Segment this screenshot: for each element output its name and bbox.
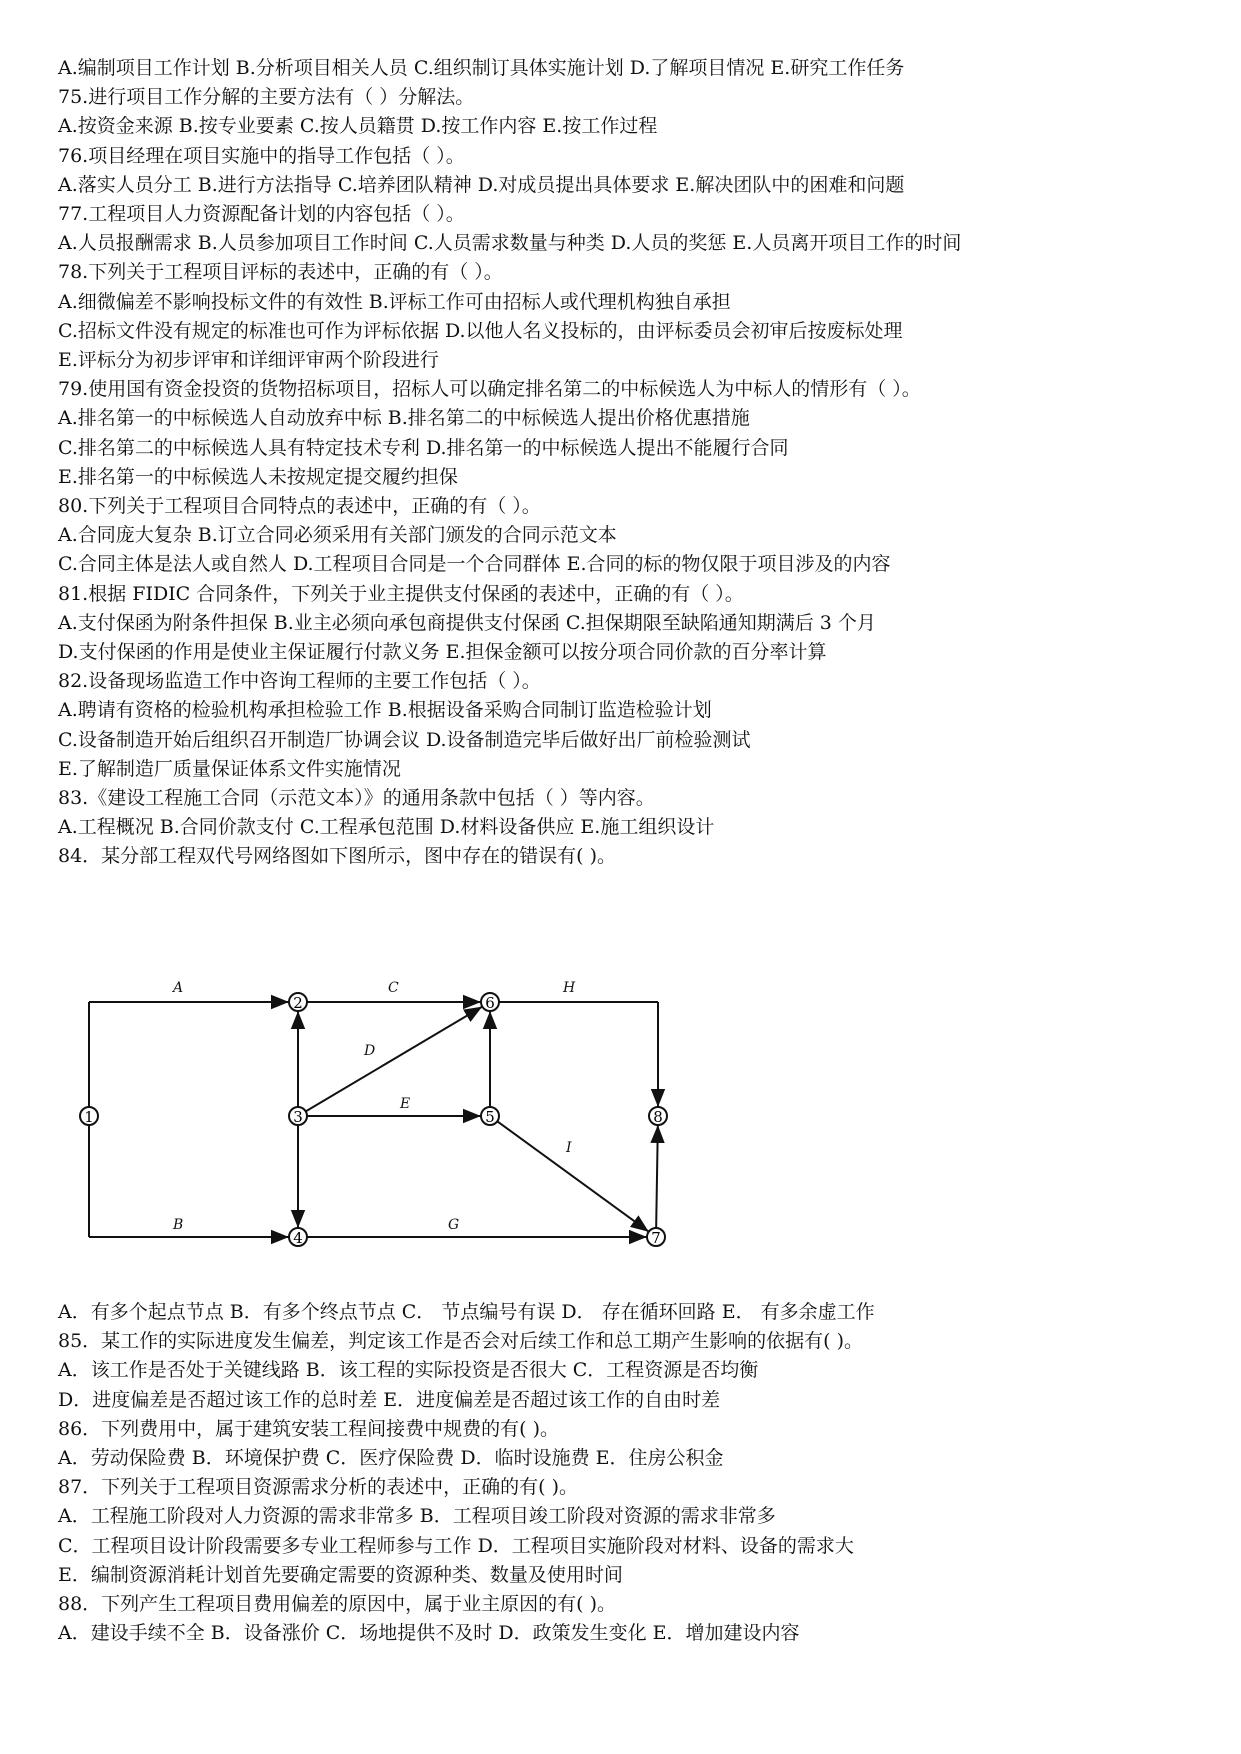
node-5 [481,1107,499,1126]
question-text-line: 84．某分部工程双代号网络图如下图所示，图中存在的错误有( )。 [58,845,617,868]
question-text-line: A.按资金来源 B.按专业要素 C.按人员籍贯 D.按工作内容 E.按工作过程 [58,115,658,138]
question-text-line: A.编制项目工作计划 B.分析项目相关人员 C.组织制订具体实施计划 D.了解项目情况 E.研究工作任务 [58,57,905,79]
question-text-line: A．工程施工阶段对人力资源的需求非常多 B．工程项目竣工阶段对资源的需求非常多 [58,1505,776,1528]
question-text-line: 77.工程项目人力资源配备计划的内容包括（ ）。 [58,203,465,225]
question-text-line: A.合同庞大复杂 B.订立合同必须采用有关部门颁发的合同示范文本 [58,524,617,547]
question-text-line: A.聘请有资格的检验机构承担检验工作 B.根据设备采购合同制订监造检验计划 [58,699,712,722]
question-text-line: A．该工作是否处于关键线路 B．该工程的实际投资是否很大 C．工程资源是否均衡 [58,1359,759,1382]
node-number: 1 [84,1108,94,1126]
question-text-line: 75.进行项目工作分解的主要方法有（ ）分解法。 [58,86,475,109]
node-4 [289,1228,307,1247]
node-3 [289,1107,307,1126]
node-number: 6 [485,994,495,1012]
network-diagram [78,980,788,1292]
node-number: 5 [485,1108,495,1126]
question-text-line: 82.设备现场监造工作中咨询工程师的主要工作包括（ ）。 [58,670,541,693]
activity-label: B [173,1217,184,1233]
activity-label: E [400,1096,411,1112]
activity-arrow-i [497,1121,648,1231]
question-text-line: 86．下列费用中，属于建筑安装工程间接费中规费的有( )。 [58,1417,560,1440]
activity-label: A [173,980,184,996]
node-number: 4 [293,1229,303,1247]
question-text-line: 76.项目经理在项目实施中的指导工作包括（ ）。 [58,144,465,167]
question-text-line: A．有多个起点节点 B．有多个终点节点 C． 节点编号有误 D． 存在循环回路 E． 有多余虚工作 [58,1301,875,1323]
question-text-line: 85．某工作的实际进度发生偏差，判定该工作是否会对后续工作和总工期产生影响的依据有( )。 [58,1330,864,1353]
node-number: 2 [293,994,303,1012]
activity-label: D [364,1043,376,1059]
question-text-line: A．劳动保险费 B．环境保护费 C．医疗保险费 D．临时设施费 E．住房公积金 [58,1447,724,1469]
question-text-line: A.细微偏差不影响投标文件的有效性 B.评标工作可由招标人或代理机构独自承担 [58,290,731,313]
question-text-line: E.排名第一的中标候选人未按规定提交履约担保 [58,465,458,488]
dummy-arrow [656,1125,658,1228]
node-8 [649,1107,667,1126]
question-text-line: C．工程项目设计阶段需要多专业工程师参与工作 D．工程项目实施阶段对材料、设备的需求大 [58,1534,854,1557]
question-text-line: E.了解制造厂质量保证体系文件实施情况 [58,757,401,780]
activity-label: I [566,1140,572,1156]
question-text-line: 88．下列产生工程项目费用偏差的原因中，属于业主原因的有( )。 [58,1593,617,1615]
network-diagram-svg [78,980,788,1292]
node-number: 7 [651,1229,661,1247]
question-text-line: 87．下列关于工程项目资源需求分析的表述中，正确的有( )。 [58,1476,579,1499]
question-text-line: A.人员报酬需求 B.人员参加项目工作时间 C.人员需求数量与种类 D.人员的奖惩 E.人员离开项目工作的时间 [58,232,962,255]
question-text-line: D.支付保函的作用是使业主保证履行付款义务 E.担保金额可以按分项合同价款的百分率计算 [58,641,827,663]
question-text-line: 80.下列关于工程项目合同特点的表述中，正确的有（ ）。 [58,495,541,517]
node-7 [647,1228,665,1247]
question-text-line: C.排名第二的中标候选人具有特定技术专利 D.排名第一的中标候选人提出不能履行合同 [58,436,789,459]
question-text-line: A.支付保函为附条件担保 B.业主必须向承包商提供支付保函 C.担保期限至缺陷通知期满后 3 个月 [58,611,876,634]
node-6 [481,993,499,1012]
activity-label: C [388,980,399,996]
question-text-line: 81.根据 FIDIC 合同条件，下列关于业主提供支付保函的表述中，正确的有（ ）。 [58,582,744,605]
question-text-line: D．进度偏差是否超过该工作的总时差 E．进度偏差是否超过该工作的自由时差 [58,1388,721,1411]
question-text-line: C.合同主体是法人或自然人 D.工程项目合同是一个合同群体 E.合同的标的物仅限于项目涉及的内容 [58,553,891,576]
node-number: 8 [653,1108,663,1126]
node-number: 3 [293,1108,303,1126]
question-text-line: E.评标分为初步评审和详细评审两个阶段进行 [58,349,439,371]
node-2 [289,993,307,1012]
question-text-line: A．建设手续不全 B．设备涨价 C．场地提供不及时 D．政策发生变化 E．增加建设内容 [58,1622,800,1645]
question-text-line: A.排名第一的中标候选人自动放弃中标 B.排名第二的中标候选人提出价格优惠措施 [58,407,750,430]
question-text-line: 83.《建设工程施工合同（示范文本）》的通用条款中包括（ ）等内容。 [58,787,655,809]
question-text-line: E．编制资源消耗计划首先要确定需要的资源种类、数量及使用时间 [58,1563,623,1586]
activity-label: G [448,1217,460,1233]
activity-label: H [563,980,576,996]
activity-arrow-d [306,1007,483,1112]
question-text-line: 78.下列关于工程项目评标的表述中，正确的有（ ）。 [58,261,503,284]
question-text-line: C.招标文件没有规定的标准也可作为评标依据 D.以他人名义投标的，由评标委员会初审后按废标处理 [58,319,903,342]
question-text-line: A.工程概况 B.合同价款支付 C.工程承包范围 D.材料设备供应 E.施工组织设计 [58,816,715,839]
question-text-line: C.设备制造开始后组织召开制造厂协调会议 D.设备制造完毕后做好出厂前检验测试 [58,728,751,751]
question-text-line: A.落实人员分工 B.进行方法指导 C.培养团队精神 D.对成员提出具体要求 E.解决团队中的困难和问题 [58,173,905,196]
node-1 [80,1107,98,1126]
question-text-line: 79.使用国有资金投资的货物招标项目，招标人可以确定排名第二的中标候选人为中标人的情形有（ ）。 [58,378,921,401]
